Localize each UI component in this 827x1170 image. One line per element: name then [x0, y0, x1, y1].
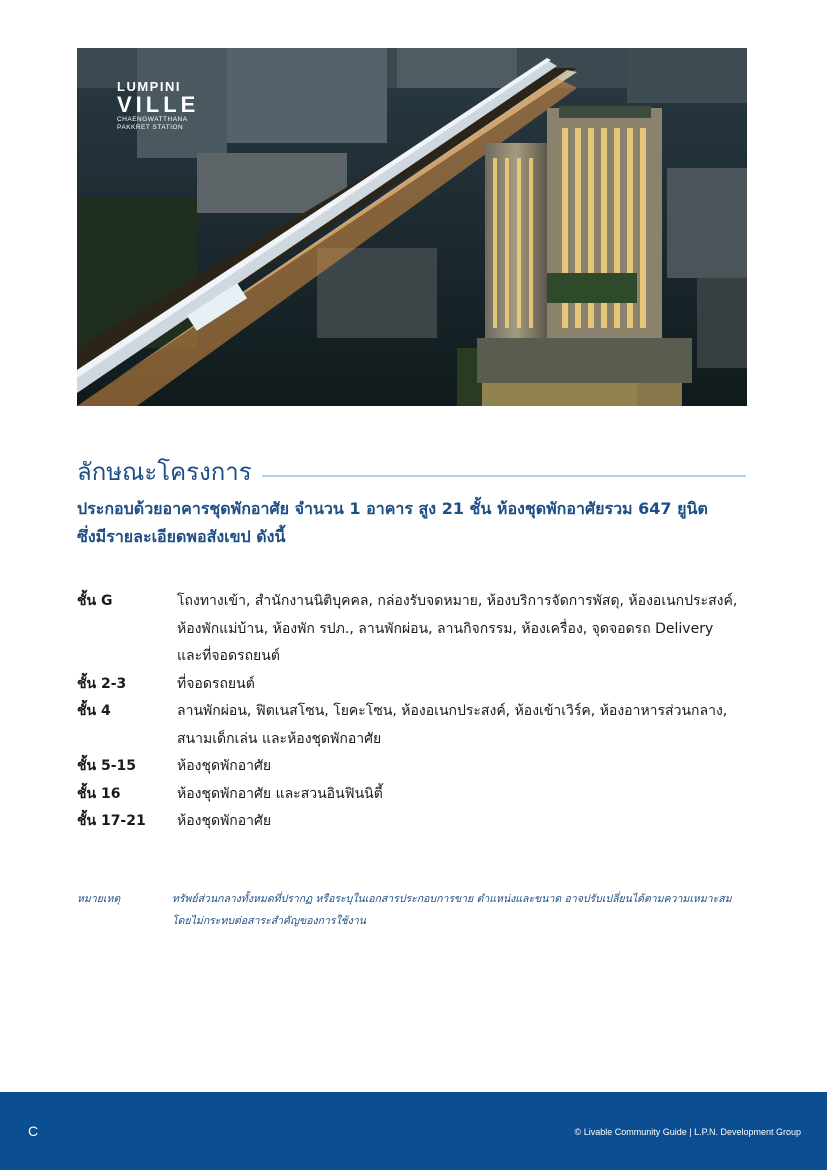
note-label: หมายเหตุ	[77, 893, 121, 905]
floor-row-17-21	[77, 808, 767, 836]
page-letter: C	[28, 1123, 39, 1139]
logo-line-3: CHAENGWATTHANA	[117, 116, 188, 123]
floor-row-5-15	[77, 753, 767, 781]
floor-label: ชั้น 5-15	[77, 758, 136, 774]
floor-list	[77, 588, 767, 836]
title-divider	[262, 475, 746, 477]
floor-description-line: ห้องชุดพักอาศัย	[177, 758, 272, 774]
section-title: ลักษณะโครงการ	[77, 458, 252, 486]
floor-description	[177, 671, 767, 699]
note-line: ทรัพย์ส่วนกลางทั้งหมดที่ปรากฏ หรือระบุในเอกสารประกอบการขาย ตำแหน่งและขนาด อาจปรับเปลี่ยนได้ตามความเหมาะสม	[172, 893, 732, 905]
floor-row-2-3	[77, 671, 767, 699]
floor-description-line: ลานพักผ่อน, ฟิตเนสโซน, โยคะโซน, ห้องอเนกประสงค์, ห้องเข้าเวิร์ค, ห้องอาหารส่วนกลาง,	[177, 703, 728, 719]
floor-description-line: ห้องชุดพักอาศัย	[177, 813, 272, 829]
floor-description-line: ที่จอดรถยนต์	[177, 675, 255, 692]
logo-line-2: VILLE	[117, 92, 200, 117]
intro-paragraph	[77, 495, 757, 551]
floor-row-16	[77, 781, 767, 809]
floor-description	[177, 753, 767, 781]
logo-line-4: PAKKRET STATION	[117, 124, 184, 131]
footer-bar	[0, 1092, 827, 1170]
floor-label: ชั้น 2-3	[77, 675, 127, 692]
floor-description-line: ห้องชุดพักอาศัย และสวนอินฟินนิตี้	[177, 785, 383, 802]
floor-label: ชั้น G	[77, 593, 113, 609]
floor-row-4	[77, 698, 767, 753]
floor-label: ชั้น 4	[77, 703, 111, 719]
project-logo	[117, 80, 199, 132]
intro-line: ซึ่งมีรายละเอียดพอสังเขป ดังนี้	[77, 527, 286, 546]
floor-description	[177, 588, 767, 671]
intro-line: ประกอบด้วยอาคารชุดพักอาศัย จำนวน 1 อาคาร สูง 21 ชั้น ห้องชุดพักอาศัยรวม 647 ยูนิต	[77, 499, 708, 518]
note	[77, 888, 767, 932]
note-line: โดยไม่กระทบต่อสาระสำคัญของการใช้งาน	[172, 915, 366, 927]
floor-description-line: โถงทางเข้า, สำนักงานนิติบุคคล, กล่องรับจดหมาย, ห้องบริการจัดการพัสดุ, ห้องอเนกประสงค์,	[177, 593, 738, 609]
floor-description	[177, 781, 767, 809]
hero-image	[77, 48, 747, 406]
floor-label: ชั้น 17-21	[77, 813, 146, 829]
floor-label: ชั้น 16	[77, 785, 121, 802]
copyright-text: © Livable Community Guide | L.P.N. Development Group	[574, 1127, 801, 1137]
logo-line-1: LUMPINI	[117, 79, 181, 94]
note-text	[172, 888, 732, 932]
floor-description	[177, 698, 767, 753]
floor-description-line: สนามเด็กเล่น และห้องชุดพักอาศัย	[177, 730, 382, 747]
floor-row-g	[77, 588, 767, 671]
floor-description	[177, 808, 767, 836]
floor-description-line: ห้องพักแม่บ้าน, ห้องพัก รปภ., ลานพักผ่อน, ลานกิจกรรม, ห้องเครื่อง, จุดจอดรถ Delivery	[177, 620, 714, 637]
floor-description-line: และที่จอดรถยนต์	[177, 648, 280, 664]
